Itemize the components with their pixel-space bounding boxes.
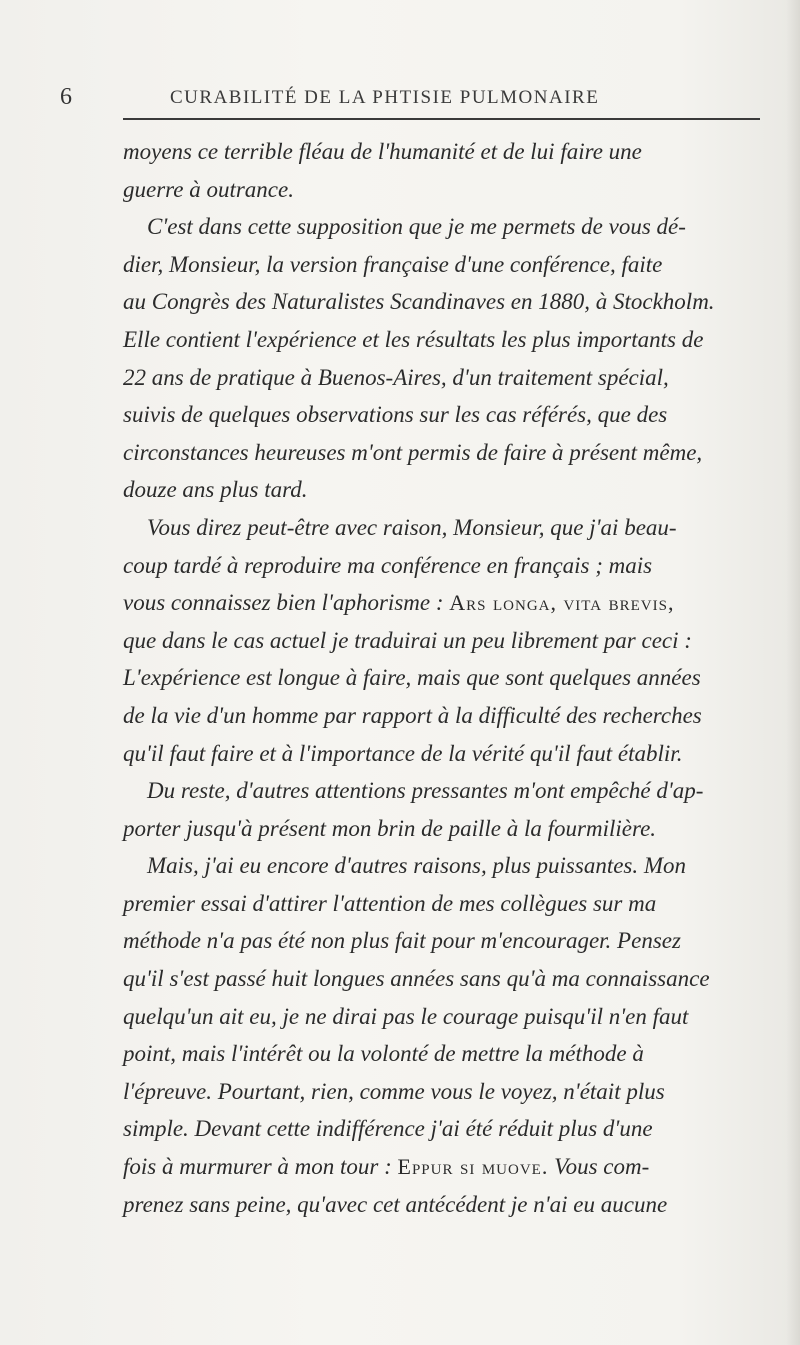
text-line [123,960,773,998]
text-line-content: fois à murmurer à mon tour : [123,1154,398,1180]
latin-quotation: Ars longa, vita brevis, [449,590,675,616]
text-line [123,171,773,209]
text-line-content: de la vie d'un homme par rapport à la difficulté des recherches [123,702,702,728]
text-line [123,772,773,810]
text-line [123,584,773,622]
text-line [123,547,773,585]
body-text [123,133,773,1223]
running-title: CURABILITÉ DE LA PHTISIE PULMONAIRE [170,87,600,108]
page-edge-shadow [786,0,800,1345]
header-rule [123,118,760,120]
text-line [123,1110,773,1148]
text-line-content: 22 ans de pratique à Buenos-Aires, d'un traitement spécial, [123,364,669,390]
text-line-content: vous connaissez bien l'aphorisme : [123,590,450,616]
text-line-content: douze ans plus tard. [123,477,308,503]
text-line-content: Elle contient l'expérience et les résultats les plus importants de [123,326,704,352]
text-line-content: L'expérience est longue à faire, mais que sont quelques années [123,665,701,691]
text-line [123,847,773,885]
text-line [123,810,773,848]
text-line-content: prenez sans peine, qu'avec cet antécédent je n'ai eu aucune [123,1191,668,1217]
text-line-content: moyens ce terrible fléau de l'humanité et de lui faire une [123,139,642,164]
text-line [123,922,773,960]
text-line [123,359,773,397]
text-line-continuation: Vous com- [548,1154,650,1180]
text-line [123,735,773,773]
text-line-content: point, mais l'intérêt ou la volonté de mettre la méthode à [123,1041,644,1067]
text-line-content: qu'il faut faire et à l'importance de la vérité qu'il faut établir. [123,740,683,766]
text-line [123,434,773,472]
text-line-content: circonstances heureuses m'ont permis de faire à présent même, [123,439,703,465]
text-line [123,471,773,509]
text-line-content: premier essai d'attirer l'attention de mes collègues sur ma [123,890,657,916]
latin-quotation: Eppur si muove. [397,1154,549,1180]
text-line [123,622,773,660]
text-line [123,1073,773,1111]
text-line-content: Mais, j'ai eu encore d'autres raisons, plus puissantes. Mon [147,853,687,879]
text-line [123,133,773,171]
text-line-content: l'épreuve. Pourtant, rien, comme vous le voyez, n'était plus [123,1078,665,1104]
text-line [123,1186,773,1224]
text-line-content: porter jusqu'à présent mon brin de paille à la fourmilière. [123,815,657,841]
text-line-content: dier, Monsieur, la version française d'une conférence, faite [123,251,663,277]
text-line [123,321,773,359]
text-line [123,659,773,697]
text-line-content: qu'il s'est passé huit longues années sans qu'à ma connaissance [123,966,710,992]
page-number: 6 [60,84,73,110]
text-line [123,697,773,735]
text-line-content: que dans le cas actuel je traduirai un peu librement par ceci : [123,627,692,653]
text-line [123,1148,773,1186]
text-line [123,246,773,284]
text-line-content: coup tardé à reproduire ma conférence en français ; mais [123,552,653,578]
text-line-content: guerre à outrance. [123,176,294,202]
text-line-content: méthode n'a pas été non plus fait pour m'encourager. Pensez [123,928,681,954]
text-line-content: Du reste, d'autres attentions pressantes m'ont empêché d'ap- [147,778,704,804]
text-line [123,1035,773,1073]
text-line [123,998,773,1036]
text-line [123,509,773,547]
page-header [60,84,760,114]
text-line-content: Vous direz peut-être avec raison, Monsieur, que j'ai beau- [147,514,677,540]
text-line-content: suivis de quelques observations sur les cas référés, que des [123,402,668,428]
text-line-content: au Congrès des Naturalistes Scandinaves en 1880, à Stockholm. [123,289,715,315]
text-line [123,396,773,434]
text-line-content: C'est dans cette supposition que je me permets de vous dé- [147,214,686,240]
text-line [123,283,773,321]
text-line-content: simple. Devant cette indifférence j'ai été réduit plus d'une [123,1116,653,1142]
text-line [123,885,773,923]
text-line-content: quelqu'un ait eu, je ne dirai pas le courage puisqu'il n'en faut [123,1003,689,1029]
text-line [123,208,773,246]
